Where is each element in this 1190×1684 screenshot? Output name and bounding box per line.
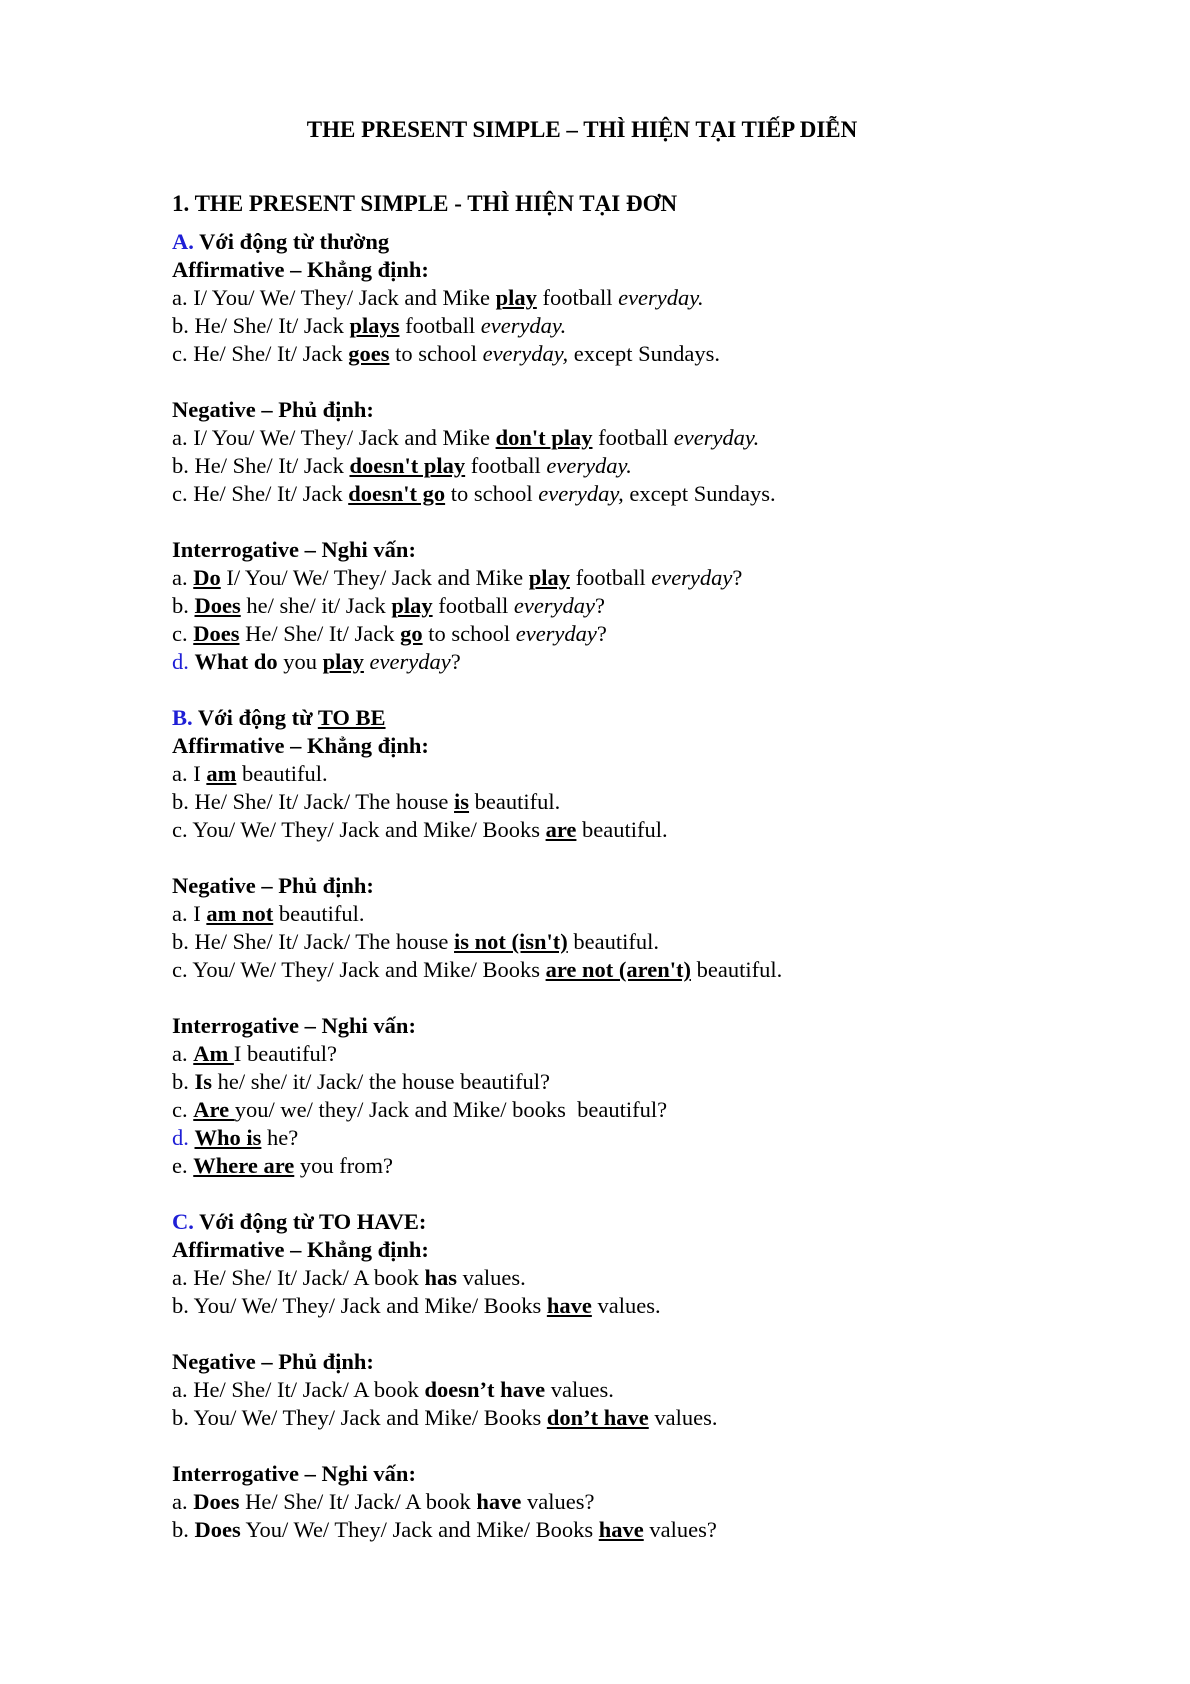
example-line <box>172 1404 1132 1432</box>
sub-heading: Interrogative – Nghi vấn: <box>172 1461 416 1486</box>
italic-text: everyday. <box>673 425 760 450</box>
bold-text: What do <box>194 649 278 674</box>
italic-text: everyday <box>513 593 596 618</box>
sub-heading: Affirmative – Khẳng định: <box>172 1237 429 1262</box>
text-run: football <box>536 285 619 310</box>
section-heading <box>172 1208 1132 1236</box>
highlighted-verb: is not (isn't) <box>454 929 568 954</box>
spacer <box>172 1180 1132 1208</box>
italic-text: everyday <box>515 621 597 646</box>
example-line <box>172 1516 1132 1544</box>
example-line <box>172 648 1132 676</box>
text-run: you from? <box>294 1153 393 1178</box>
spacer <box>172 984 1132 1012</box>
italic-text: everyday <box>369 649 451 674</box>
text-run: except Sundays. <box>568 341 720 366</box>
text-run: except Sundays. <box>623 481 776 506</box>
text-run: c. <box>172 1097 194 1122</box>
text-run: b. You/ We/ They/ Jack and Mike/ Books <box>172 1405 547 1430</box>
item-letter: d. <box>172 649 189 674</box>
italic-text: everyday <box>651 565 733 590</box>
text-run: values? <box>643 1517 717 1542</box>
highlighted-verb: don't play <box>495 425 593 450</box>
example-line <box>172 592 1132 620</box>
text-run: He/ She/ It/ Jack <box>239 621 401 646</box>
bold-text: Does <box>194 1517 241 1542</box>
example-line <box>172 928 1132 956</box>
text-run: values. <box>648 1405 718 1430</box>
text-run: You/ We/ They/ Jack and Mike/ Books <box>240 1517 599 1542</box>
example-line <box>172 1488 1132 1516</box>
text-run: He/ She/ It/ Jack/ A book <box>239 1489 477 1514</box>
bold-text: has <box>424 1265 457 1290</box>
text-run: to school <box>389 341 483 366</box>
text-run: e. <box>172 1153 194 1178</box>
text-run: football <box>465 453 547 478</box>
text-run: c. You/ We/ They/ Jack and Mike/ Books <box>172 817 546 842</box>
text-run: beautiful. <box>469 789 561 814</box>
italic-text: everyday, <box>538 481 624 506</box>
text-run: a. He/ She/ It/ Jack/ A book <box>172 1265 425 1290</box>
text-run: c. <box>172 621 194 646</box>
sub-heading: Negative – Phủ định: <box>172 873 374 898</box>
bold-text: Is <box>194 1069 213 1094</box>
highlighted-verb: is <box>454 789 470 814</box>
italic-text: everyday. <box>618 285 704 310</box>
example-line <box>172 424 1132 452</box>
text-run: a. I <box>172 901 207 926</box>
italic-text: everyday. <box>480 313 567 338</box>
text-run: ? <box>732 565 743 590</box>
text-run: he/ she/ it/ Jack <box>240 593 392 618</box>
text-run: to school <box>445 481 539 506</box>
highlighted-verb: are not (aren't) <box>545 957 691 982</box>
example-line <box>172 1152 1132 1180</box>
section-letter: A. <box>172 229 194 254</box>
highlighted-verb: Does <box>194 593 241 618</box>
text-run: values? <box>521 1489 595 1514</box>
example-line <box>172 1264 1132 1292</box>
highlighted-verb: Who is <box>194 1125 262 1150</box>
document-page <box>172 116 1132 1544</box>
highlighted-verb: Am <box>193 1041 234 1066</box>
text-run: beautiful. <box>273 901 365 926</box>
text-run: football <box>399 313 481 338</box>
highlighted-verb: goes <box>348 341 390 366</box>
sub-heading: Affirmative – Khẳng định: <box>172 733 429 758</box>
text-run: a. <box>172 565 194 590</box>
highlighted-verb: have <box>546 1293 592 1318</box>
text-run: a. I/ You/ We/ They/ Jack and Mike <box>172 425 496 450</box>
highlighted-verb: don’t have <box>546 1405 649 1430</box>
highlighted-verb: am <box>206 761 237 786</box>
text-run: a. He/ She/ It/ Jack/ A book <box>172 1377 425 1402</box>
text-run: c. He/ She/ It/ Jack <box>172 341 349 366</box>
text-run: you/ we/ they/ Jack and Mike/ books beautiful? <box>234 1097 668 1122</box>
text-run: values. <box>591 1293 661 1318</box>
text-run: values. <box>457 1265 526 1290</box>
spacer <box>172 676 1132 704</box>
text-run: I/ You/ We/ They/ Jack and Mike <box>220 565 529 590</box>
example-line <box>172 1068 1132 1096</box>
text-run: b. He/ She/ It/ Jack <box>172 453 350 478</box>
example-line <box>172 620 1132 648</box>
bold-text: doesn’t have <box>424 1377 546 1402</box>
text-run: he/ she/ it/ Jack/ the house beautiful? <box>212 1069 551 1094</box>
spacer <box>172 844 1132 872</box>
spacer <box>172 1320 1132 1348</box>
highlighted-verb: am not <box>206 901 274 926</box>
example-line <box>172 1292 1132 1320</box>
section-letter: C. <box>172 1209 194 1234</box>
section-heading <box>172 704 1132 732</box>
text-run: beautiful. <box>236 761 328 786</box>
example-line <box>172 816 1132 844</box>
highlighted-verb: Are <box>193 1097 235 1122</box>
example-line <box>172 564 1132 592</box>
text-run: b. He/ She/ It/ Jack <box>172 313 350 338</box>
example-line <box>172 1040 1132 1068</box>
example-line <box>172 340 1132 368</box>
section-heading <box>172 228 1132 256</box>
text-run: a. <box>172 1041 194 1066</box>
example-line <box>172 788 1132 816</box>
document-content <box>172 228 1132 1544</box>
bold-text: have <box>476 1489 522 1514</box>
text-run: beautiful. <box>567 929 660 954</box>
text-run: c. You/ We/ They/ Jack and Mike/ Books <box>172 957 546 982</box>
sub-heading: Interrogative – Nghi vấn: <box>172 1013 416 1038</box>
italic-text: everyday, <box>482 341 569 366</box>
example-line <box>172 1376 1132 1404</box>
text-run: b. You/ We/ They/ Jack and Mike/ Books <box>172 1293 547 1318</box>
italic-text: everyday. <box>546 453 632 478</box>
highlighted-verb: plays <box>349 313 400 338</box>
highlighted-verb: have <box>598 1517 644 1542</box>
text-run: ? <box>596 621 607 646</box>
highlighted-verb: Do <box>193 565 221 590</box>
example-line <box>172 956 1132 984</box>
item-letter: d. <box>172 1125 189 1150</box>
text-run: football <box>592 425 674 450</box>
text-run: you <box>277 649 323 674</box>
highlighted-verb: go <box>400 621 423 646</box>
example-line <box>172 900 1132 928</box>
section-title: Với động từ thường <box>199 229 390 254</box>
text-run: ? <box>595 593 606 618</box>
section-title: Với động từ <box>197 705 318 730</box>
highlighted-verb: doesn't go <box>348 481 446 506</box>
example-line <box>172 312 1132 340</box>
text-run: b. He/ She/ It/ Jack/ The house <box>172 929 455 954</box>
highlighted-verb: are <box>545 817 577 842</box>
sub-heading: Interrogative – Nghi vấn: <box>172 537 416 562</box>
text-run: b. <box>172 1069 195 1094</box>
text-run: football <box>432 593 514 618</box>
example-line <box>172 480 1132 508</box>
sub-heading: Negative – Phủ định: <box>172 1349 374 1374</box>
text-run: he? <box>261 1125 299 1150</box>
text-run: a. I <box>172 761 207 786</box>
text-run: b. He/ She/ It/ Jack/ The house <box>172 789 455 814</box>
text-run: a. <box>172 1489 194 1514</box>
section-letter: B. <box>172 705 193 730</box>
example-line <box>172 1124 1132 1152</box>
spacer <box>172 508 1132 536</box>
text-run: values. <box>545 1377 614 1402</box>
text-run: a. I/ You/ We/ They/ Jack and Mike <box>172 285 496 310</box>
highlighted-verb: play <box>528 565 570 590</box>
text-run: beautiful. <box>690 957 783 982</box>
example-line <box>172 1096 1132 1124</box>
example-line <box>172 452 1132 480</box>
page-title: THE PRESENT SIMPLE – THÌ HIỆN TẠI TIẾP DIỄN <box>306 117 858 142</box>
text-run: ? <box>450 649 461 674</box>
section-title-underlined: TO BE <box>317 705 386 730</box>
spacer <box>172 1432 1132 1460</box>
text-run: b. <box>172 1517 195 1542</box>
example-line <box>172 760 1132 788</box>
sub-heading: Negative – Phủ định: <box>172 397 374 422</box>
text-run: c. He/ She/ It/ Jack <box>172 481 349 506</box>
section-title: Với động từ TO HAVE: <box>199 1209 427 1234</box>
highlighted-verb: Does <box>193 621 240 646</box>
highlighted-verb: play <box>495 285 537 310</box>
highlighted-verb: play <box>322 649 364 674</box>
bold-text: Does <box>193 1489 240 1514</box>
sub-heading: Affirmative – Khẳng định: <box>172 257 429 282</box>
example-line <box>172 284 1132 312</box>
spacer <box>172 368 1132 396</box>
text-run: b. <box>172 593 195 618</box>
text-run: I beautiful? <box>233 1041 337 1066</box>
text-run: beautiful. <box>576 817 668 842</box>
highlighted-verb: Where are <box>193 1153 295 1178</box>
highlighted-verb: play <box>391 593 433 618</box>
text-run: to school <box>422 621 516 646</box>
main-heading: 1. THE PRESENT SIMPLE - THÌ HIỆN TẠI ĐƠN <box>172 191 678 216</box>
text-run: football <box>569 565 652 590</box>
highlighted-verb: doesn't play <box>349 453 466 478</box>
